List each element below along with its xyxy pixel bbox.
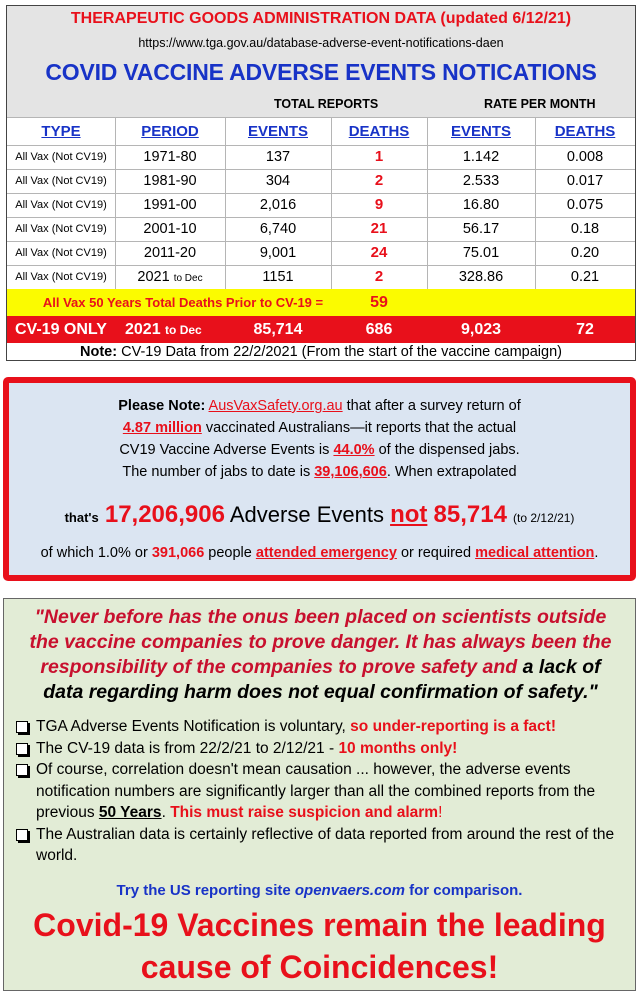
checkbox-bullet-icon [16,829,28,841]
table-row [7,265,635,289]
people-count: 391,066 [151,545,205,561]
checkbox-bullet-icon [16,764,28,776]
table-row [7,193,635,217]
closing-slogan [4,904,635,988]
cell-period: 1971-80 [143,149,197,165]
bullet-text: Of course, correlation doesn't mean causation ... however, the adverse events notification numbers are significantly larger than all the combined reports from the previous [36,761,596,821]
thats-label: that's [64,510,99,525]
ausvaxsafety-link[interactable]: AusVaxSafety.org.au [208,398,343,414]
cv19-rate-deaths: 72 [576,321,594,338]
main-title: COVID VACCINE ADVERSE EVENTS NOTICATIONS [45,59,597,85]
cell-deaths: 2 [374,268,384,285]
slogan-line-2: cause of Coincidences! [140,949,499,985]
attended-emergency: attended emergency [255,545,397,561]
bullet-text: The CV-19 data is from 22/2/21 to 2/12/21 - [36,739,335,757]
cell-type: All Vax (Not CV19) [15,175,107,187]
cv19-events: 85,714 [253,321,303,338]
table-row [7,145,635,169]
cell-rate-deaths: 0.017 [566,173,604,189]
cell-events: 6,740 [259,221,297,237]
cell-period: 1991-00 [143,197,197,213]
bullet-highlight: so under-reporting is a fact! [350,718,557,735]
ausvaxsafety-notice-box [3,377,636,581]
to-date-note: (to 2/12/21) [513,511,575,525]
cell-type: All Vax (Not CV19) [15,199,107,211]
try-text: Try the US reporting site [116,882,291,899]
col-header-events: EVENTS [247,123,308,140]
cell-rate-events: 328.86 [458,269,504,285]
cell-rate-deaths: 0.008 [566,149,604,165]
cell-deaths: 2 [374,172,384,189]
extrapolated-number: 17,206,906 [104,501,225,528]
notice-line-6 [9,545,630,561]
grid-line [7,117,635,118]
period-year: 2021 [137,269,170,285]
openvaers-link[interactable]: openvaers.com [294,882,405,899]
list-item [14,738,632,760]
notice-line-3 [9,442,630,458]
cell-deaths: 1 [374,148,384,165]
cv19-rate-events: 9,023 [460,321,502,338]
cell-type: All Vax (Not CV19) [15,223,107,235]
col-header-period: PERIOD [141,123,199,140]
notice-line-2 [9,420,630,436]
notice-line-4 [9,464,630,480]
note-label: Note: [80,344,118,360]
cell-deaths: 9 [374,196,384,213]
try-us-site-line [4,882,635,899]
try-text: for comparison. [409,882,523,899]
cv19-period [125,316,202,343]
adverse-events-text: Adverse Events [229,502,384,527]
col-header-type: TYPE [41,123,81,140]
cell-period [115,265,225,289]
total-reports-label: TOTAL REPORTS [274,97,379,111]
notice-text: of the dispensed jabs. [378,442,520,458]
tga-title: THERAPEUTIC GOODS ADMINISTRATION DATA (updated 6/12/21) [70,10,572,27]
cv19-period-suffix: to Dec [165,323,202,337]
cell-events: 2,016 [259,197,297,213]
cell-rate-events: 56.17 [462,221,500,237]
cell-type: All Vax (Not CV19) [15,271,107,283]
quote-block [24,605,617,705]
cv19-label: CV-19 ONLY [15,321,107,338]
jabs-count: 39,106,606 [314,464,387,480]
checkbox-bullet-icon [16,743,28,755]
cell-type: All Vax (Not CV19) [15,247,107,259]
note-text: CV-19 Data from 22/2/2021 (From the start of the vaccine campaign) [121,344,562,360]
list-item [14,716,632,738]
commentary-box [3,598,636,991]
notice-line-1 [9,398,630,414]
cell-events: 304 [265,173,291,189]
cell-events: 137 [265,149,291,165]
cell-events: 1151 [262,269,294,285]
notice-text: . When extrapolated [386,464,517,480]
adverse-percent: 44.0% [333,442,375,458]
total-deaths-value: 59 [370,294,388,311]
period-suffix: to Dec [173,273,203,284]
bullet-text: TGA Adverse Events Notification is voluntary, [36,718,346,735]
bullet-highlight: 10 months only! [338,739,458,757]
not-word: not [390,501,428,528]
bullet-text: The Australian data is certainly reflective of data reported from around the rest of the world. [36,825,615,864]
cell-period: 2011-20 [143,245,197,261]
tga-data-table-panel [6,5,636,361]
cell-rate-deaths: 0.21 [570,269,600,285]
cell-type: All Vax (Not CV19) [15,151,107,163]
reported-number: 85,714 [433,501,507,528]
header-band [7,6,635,117]
notice-text: . [594,545,599,561]
notice-text: or required [400,545,472,561]
col-header-rate-events: EVENTS [450,123,511,140]
cell-period: 1981-90 [143,173,197,189]
notice-text: The number of jabs to date is [122,464,311,480]
cell-rate-deaths: 0.18 [570,221,600,237]
table-note [7,342,635,362]
bullet-highlight: This must raise suspicion and alarm [170,804,439,821]
cell-deaths: 21 [370,220,388,237]
checkbox-bullet-icon [16,721,28,733]
cell-rate-events: 1.142 [462,149,500,165]
list-item [14,824,632,867]
cell-deaths: 24 [370,244,388,261]
surveyed-count: 4.87 million [122,420,202,436]
cv19-deaths: 686 [365,321,393,338]
table-row [7,241,635,265]
cell-period: 2001-10 [143,221,197,237]
total-deaths-band [7,289,635,316]
quote-red-text: "Never before has the onus been placed on scientists outside the vaccine companies to prove danger. It has always been the responsibility of the companies to prove safety and [29,606,612,678]
notice-text: people [208,545,252,561]
extrapolated-line [9,501,630,529]
cell-rate-events: 16.80 [462,197,500,213]
cell-events: 9,001 [259,245,297,261]
cell-rate-deaths: 0.20 [570,245,600,261]
cv19-only-row [7,316,635,343]
table-row [7,169,635,193]
cell-rate-events: 2.533 [462,173,500,189]
list-item: Of course, correlation doesn't mean causation ... however, the adverse events notification numbers are significantly larger than all the combined reports from the previous 50 Years. This must raise suspicion and alarm! [14,759,632,824]
total-deaths-label: All Vax 50 Years Total Deaths Prior to CV-19 = [42,295,324,310]
medical-attention: medical attention [475,545,595,561]
rate-per-month-label: RATE PER MONTH [484,97,596,111]
col-header-deaths: DEATHS [348,123,410,140]
table-row [7,217,635,241]
source-url: https://www.tga.gov.au/database-adverse-event-notifications-daen [138,36,504,50]
cv19-period-year: 2021 [125,321,161,338]
notice-text: vaccinated Australians—it reports that the actual [205,420,517,436]
fifty-years: 50 Years [98,804,162,821]
cell-rate-deaths: 0.075 [566,197,604,213]
notice-text: that after a survey return of [346,398,521,414]
notice-text: CV19 Vaccine Adverse Events is [119,442,330,458]
cell-rate-events: 75.01 [462,245,500,261]
notice-text: of which 1.0% or [40,545,148,561]
quote-black-text: a lack of data regarding harm does not equal confirmation of safety." [43,656,601,703]
col-header-rate-deaths: DEATHS [554,123,616,140]
bullet-highlight-end: ! [438,804,443,821]
bullet-list [14,716,632,867]
slogan-line-1: Covid-19 Vaccines remain the leading [33,907,606,943]
notice-prefix: Please Note: [118,398,206,414]
